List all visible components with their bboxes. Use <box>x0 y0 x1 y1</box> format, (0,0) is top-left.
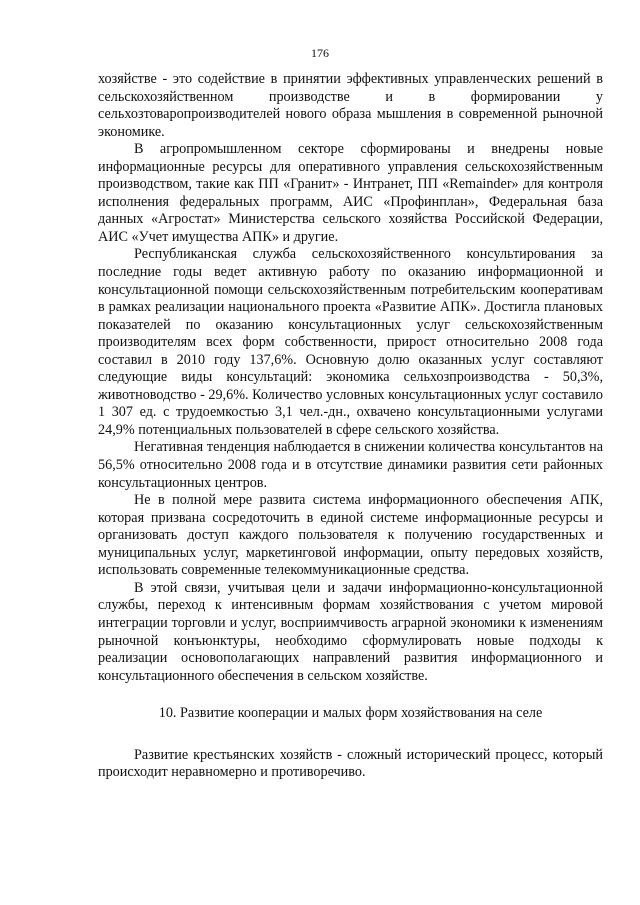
section-heading: 10. Развитие кооперации и малых форм хозяйствования на селе <box>158 705 543 722</box>
page-number: 176 <box>311 46 329 60</box>
paragraph-negative-trend: Негативная тенденция наблюдается в снижении количества консультантов на 56,5% относительно 2008 года и в отсутствие динамики развития сети районных консультационных центров. <box>98 439 603 491</box>
paragraph-info-resources: В агропромышленном секторе сформированы и внедрены новые информационные ресурсы для оперативного управления сельскохозяйственным производством, такие как ПП «Гранит» - Интранет, ПП «Remainder» для контроля исполнения федеральных программ, АИС «Профинплан», Федеральная база данных «Агростат» Министерства сельского хозяйства Российской Федерации, АИС «Учет имущества АПК» и другие. <box>98 141 603 245</box>
paragraph-info-system: Не в полной мере развита система информационного обеспечения АПК, которая призвана сосредоточить в единой системе информационные ресурсы и организовать доступ каждого пользователя к получению государственных и муниципальных услуг, маркетинговой информации, опыту передовых хозяйств, использовать современные телекоммуникационные средства. <box>98 492 603 579</box>
paragraph-new-approaches: В этой связи, учитывая цели и задачи информационно-консультационной службы, переход к интенсивным формам хозяйствования с учетом мировой интеграции торговли и услуг, восприимчивость аграрной экономики к изменениям рыночной конъюнктуры, необходимо сформулировать новые подходы к реализации основополагающих направлений развития информационного и консультационного обеспечения в сельском хозяйстве. <box>98 579 603 684</box>
paragraph-continuation: хозяйстве - это содействие в принятии эффективных управленческих решений в сельскохозяйственном производстве и в формировании у сельхозтоваропроизводителей нового образа мышления в современной рыночной экономике. <box>98 71 603 140</box>
document-body <box>98 71 603 782</box>
paragraph-farms: Развитие крестьянских хозяйств - сложный исторический процесс, который происходит неравномерно и противоречиво. <box>98 746 603 781</box>
paragraph-consulting-service: Республиканская служба сельскохозяйственного консультирования за последние годы ведет активную работу по оказанию информационной и консультационной помощи сельскохозяйственным потребительским кооперативам в рамках реализации национального проекта «Развитие АПК». Достигла плановых показателей по оказанию консультационных услуг сельскохозяйственным производителям всех форм собственности, прирост относительно 2008 года составил в 2010 году 137,6%. Основную долю оказанных услуг составляют следующие виды консультаций: экономика сельхозпроизводства - 50,3%, животноводство - 29,6%. Количество условных консультационных услуг составило 1 307 ед. с трудоемкостью 3,1 чел.-дн., охвачено консультационными услугами 24,9% потенциальных пользователей в сфере сельского хозяйства. <box>98 246 603 438</box>
